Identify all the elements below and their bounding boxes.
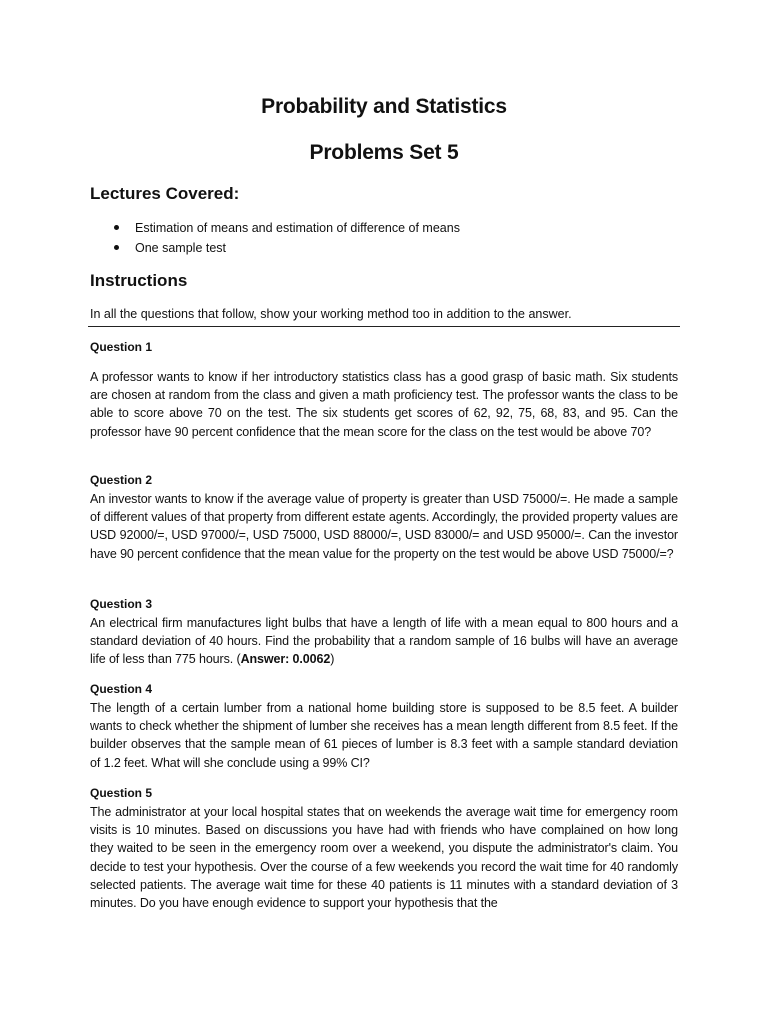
question-3-text-end: ) bbox=[330, 652, 335, 667]
question-2-title: Question 2 bbox=[90, 473, 153, 487]
lectures-list bbox=[112, 220, 460, 260]
instructions-heading: Instructions bbox=[90, 271, 188, 290]
instructions-text: In all the questions that follow, show your working method too in addition to the answer. bbox=[90, 307, 572, 321]
question-3-title: Question 3 bbox=[90, 597, 153, 611]
question-5-title: Question 5 bbox=[90, 786, 153, 800]
question-4-body: The length of a certain lumber from a national home building store is supposed to be 8.5 feet. A builder wants to check whether the shipment of lumber she receives has a mean length different from 8.5 feet. If the builder observes that the sample mean of 61 pieces of lumber is 8.3 feet with a sample standard deviation of 1.2 feet. What will she conclude using a 99% CI? bbox=[90, 701, 678, 770]
document-title: Probability and Statistics bbox=[261, 95, 507, 118]
divider-line bbox=[88, 326, 680, 327]
question-4-title: Question 4 bbox=[90, 682, 153, 696]
question-1-body: A professor wants to know if her introductory statistics class has a good grasp of basic math. Six students are chosen at random from the class and given a math proficiency test. The professor wants the class to be able to score above 70 on the test. The six students get scores of 62, 92, 75, 68, 83, and 95. Can the professor have 90 percent confidence that the mean score for the class on the test would be above 70? bbox=[90, 370, 678, 439]
question-2-body: An investor wants to know if the average value of property is greater than USD 75000/=. He made a sample of different values of that property from different estate agents. Accordingly, the provided property values are USD 92000/=, USD 97000/=, USD 75000, USD 88000/=, USD 83000/= and USD 95000/=. Can the investor have 90 percent confidence that the mean value for the property on the test would be above USD 75000/=? bbox=[90, 492, 678, 561]
lecture-item: One sample test bbox=[112, 240, 460, 260]
question-3-answer: Answer: 0.0062 bbox=[240, 652, 331, 667]
lecture-item: Estimation of means and estimation of difference of means bbox=[112, 220, 460, 240]
question-3-text: An electrical firm manufactures light bulbs that have a length of life with a mean equal to 800 hours and a standard deviation of 40 hours. Find the probability that a random sample of 16 bulbs will have an average life of less than 775 hours. ( bbox=[90, 616, 678, 667]
question-5-body: The administrator at your local hospital states that on weekends the average wait time for emergency room visits is 10 minutes. Based on discussions you have had with friends who have complained on how long they waited to be seen in the emergency room over a weekend, you dispute the administrator's claim. You decide to test your hypothesis. Over the course of a few weekends you record the wait time for 40 randomly selected patients. The average wait time for these 40 patients is 11 minutes with a standard deviation of 3 minutes. Do you have enough evidence to support your hypothesis that the bbox=[90, 805, 678, 911]
question-3-body bbox=[90, 614, 678, 669]
document-subtitle: Problems Set 5 bbox=[309, 141, 459, 164]
question-1-title: Question 1 bbox=[90, 340, 153, 354]
lectures-heading: Lectures Covered: bbox=[90, 184, 240, 203]
